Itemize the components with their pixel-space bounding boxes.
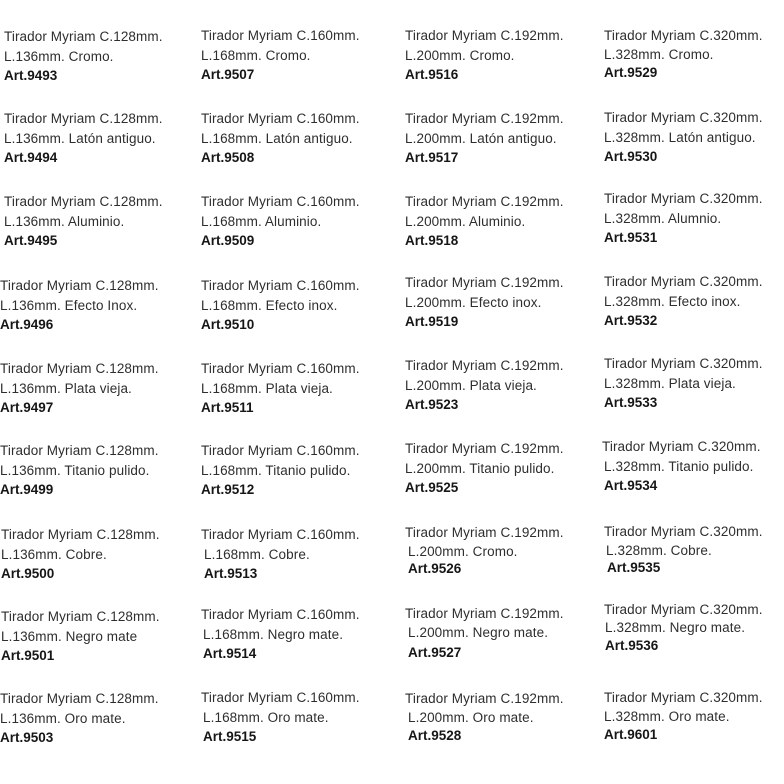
product-spec: L.136mm. Latón antiguo. — [4, 131, 156, 146]
product-article: Art.9500 — [1, 566, 55, 581]
product-article: Art.9519 — [405, 314, 459, 329]
product-title: Tirador Myriam C.320mm. — [604, 602, 763, 617]
product-spec: L.200mm. Aluminio. — [405, 214, 526, 229]
product-entry — [0, 276, 196, 333]
product-title: Tirador Myriam C.320mm. — [604, 524, 763, 539]
product-entry — [604, 354, 784, 411]
product-title: Tirador Myriam C.192mm. — [405, 606, 564, 621]
product-entry — [604, 522, 784, 576]
product-article: Art.9512 — [201, 482, 255, 497]
product-article: Art.9531 — [604, 230, 658, 245]
product-title: Tirador Myriam C.160mm. — [201, 111, 360, 126]
product-article: Art.9509 — [201, 233, 255, 248]
product-entry — [201, 359, 397, 416]
product-entry — [405, 356, 601, 413]
product-entry — [201, 109, 397, 166]
product-entry — [405, 439, 601, 496]
product-title: Tirador Myriam C.320mm. — [602, 439, 761, 454]
product-title: Tirador Myriam C.128mm. — [0, 361, 159, 376]
product-title: Tirador Myriam C.128mm. — [4, 111, 163, 126]
product-entry — [201, 688, 397, 745]
product-article: Art.9530 — [604, 149, 658, 164]
product-entry — [1, 525, 197, 582]
product-entry — [4, 192, 200, 249]
product-title: Tirador Myriam C.192mm. — [405, 111, 564, 126]
product-article: Art.9508 — [201, 150, 255, 165]
product-title: Tirador Myriam C.192mm. — [405, 275, 564, 290]
product-spec: L.168mm. Latón antiguo. — [201, 131, 353, 146]
product-spec: L.200mm. Cromo. — [405, 48, 515, 63]
product-title: Tirador Myriam C.160mm. — [201, 443, 360, 458]
product-entry — [405, 273, 601, 330]
product-article: Art.9523 — [405, 397, 459, 412]
product-title: Tirador Myriam C.160mm. — [201, 278, 360, 293]
product-title: Tirador Myriam C.192mm. — [405, 525, 564, 540]
product-article: Art.9515 — [203, 729, 257, 744]
product-title: Tirador Myriam C.128mm. — [1, 527, 160, 542]
product-entry — [4, 27, 200, 84]
product-article: Art.9496 — [0, 317, 54, 332]
product-article: Art.9534 — [604, 478, 658, 493]
product-spec: L.168mm. Aluminio. — [201, 214, 322, 229]
product-article: Art.9494 — [4, 150, 58, 165]
product-entry — [201, 441, 397, 498]
product-spec: L.328mm. Oro mate. — [604, 709, 730, 724]
product-title: Tirador Myriam C.192mm. — [405, 691, 564, 706]
product-spec: L.328mm. Titanio pulido. — [604, 459, 754, 474]
product-article: Art.9533 — [604, 395, 658, 410]
product-title: Tirador Myriam C.320mm. — [604, 191, 763, 206]
product-spec: L.328mm. Cobre. — [606, 543, 712, 558]
product-title: Tirador Myriam C.320mm. — [604, 690, 763, 705]
product-article: Art.9529 — [604, 65, 658, 80]
product-spec: L.136mm. Titanio pulido. — [0, 463, 150, 478]
product-article: Art.9601 — [604, 727, 658, 742]
product-spec: L.200mm. Plata vieja. — [405, 378, 537, 393]
product-article: Art.9514 — [203, 646, 257, 661]
product-article: Art.9527 — [408, 645, 462, 660]
product-spec: L.136mm. Aluminio. — [4, 214, 125, 229]
product-title: Tirador Myriam C.320mm. — [604, 110, 763, 125]
product-entry — [405, 523, 601, 577]
product-title: Tirador Myriam C.192mm. — [405, 194, 564, 209]
product-entry — [405, 604, 601, 661]
product-spec: L.168mm. Cromo. — [201, 48, 311, 63]
product-article: Art.9493 — [4, 68, 58, 83]
product-entry — [4, 109, 200, 166]
product-spec: L.136mm. Cromo. — [4, 49, 114, 64]
product-spec: L.168mm. Efecto inox. — [201, 298, 338, 313]
product-title: Tirador Myriam C.320mm. — [604, 28, 763, 43]
product-article: Art.9536 — [605, 638, 659, 653]
product-entry — [0, 359, 196, 416]
product-entry — [405, 192, 601, 249]
product-spec: L.168mm. Negro mate. — [203, 627, 344, 642]
product-article: Art.9507 — [201, 67, 255, 82]
product-entry — [201, 26, 397, 83]
product-entry — [405, 109, 601, 166]
product-title: Tirador Myriam C.192mm. — [405, 441, 564, 456]
product-spec: L.328mm. Negro mate. — [605, 620, 746, 635]
product-article: Art.9516 — [405, 67, 459, 82]
product-spec: L.200mm. Cromo. — [408, 544, 518, 559]
product-entry — [1, 607, 197, 664]
product-spec: L.200mm. Negro mate. — [408, 625, 549, 640]
product-article: Art.9526 — [408, 561, 462, 576]
product-spec: L.136mm. Cobre. — [1, 547, 107, 562]
product-spec: L.168mm. Plata vieja. — [201, 381, 333, 396]
product-entry — [604, 26, 784, 81]
product-spec: L.136mm. Plata vieja. — [0, 381, 132, 396]
product-article: Art.9501 — [1, 648, 55, 663]
product-article: Art.9513 — [204, 566, 258, 581]
product-spec: L.168mm. Cobre. — [204, 547, 310, 562]
product-spec: L.136mm. Oro mate. — [0, 711, 126, 726]
product-title: Tirador Myriam C.192mm. — [405, 28, 564, 43]
product-title: Tirador Myriam C.128mm. — [1, 609, 160, 624]
product-article: Art.9495 — [4, 233, 58, 248]
product-title: Tirador Myriam C.320mm. — [604, 356, 763, 371]
product-spec: L.136mm. Efecto Inox. — [0, 298, 138, 313]
product-title: Tirador Myriam C.160mm. — [201, 607, 360, 622]
product-spec: L.200mm. Titanio pulido. — [405, 461, 555, 476]
product-title: Tirador Myriam C.160mm. — [201, 527, 360, 542]
product-title: Tirador Myriam C.160mm. — [201, 690, 360, 705]
product-spec: L.328mm. Efecto inox. — [604, 294, 741, 309]
product-article: Art.9499 — [0, 482, 54, 497]
product-entry — [604, 108, 784, 165]
product-title: Tirador Myriam C.320mm. — [604, 274, 763, 289]
product-entry — [604, 688, 784, 743]
product-spec: L.168mm. Titanio pulido. — [201, 463, 351, 478]
product-title: Tirador Myriam C.192mm. — [405, 358, 564, 373]
product-title: Tirador Myriam C.128mm. — [0, 278, 159, 293]
product-entry — [604, 189, 784, 246]
product-entry — [0, 441, 196, 498]
product-title: Tirador Myriam C.128mm. — [0, 691, 159, 706]
product-article: Art.9532 — [604, 313, 658, 328]
product-spec: L.328mm. Cromo. — [604, 47, 714, 62]
product-spec: L.200mm. Latón antiguo. — [405, 131, 557, 146]
product-entry — [405, 689, 601, 744]
product-spec: L.328mm. Alumnio. — [604, 211, 722, 226]
product-entry — [201, 525, 397, 582]
product-entry — [604, 601, 784, 654]
product-title: Tirador Myriam C.128mm. — [4, 194, 163, 209]
product-article: Art.9518 — [405, 233, 459, 248]
product-article: Art.9517 — [405, 150, 459, 165]
product-spec: L.200mm. Oro mate. — [408, 710, 534, 725]
product-article: Art.9497 — [0, 400, 54, 415]
product-article: Art.9535 — [607, 560, 661, 575]
product-spec: L.136mm. Negro mate — [1, 629, 138, 644]
product-entry — [405, 26, 601, 83]
product-entry — [201, 605, 397, 662]
product-entry — [201, 276, 397, 333]
product-title: Tirador Myriam C.160mm. — [201, 28, 360, 43]
product-spec: L.328mm. Plata vieja. — [604, 376, 736, 391]
product-entry — [602, 437, 784, 494]
product-spec: L.168mm. Oro mate. — [203, 710, 329, 725]
product-title: Tirador Myriam C.128mm. — [0, 443, 159, 458]
product-title: Tirador Myriam C.160mm. — [201, 361, 360, 376]
product-spec: L.200mm. Efecto inox. — [405, 295, 542, 310]
product-spec: L.328mm. Latón antiguo. — [604, 130, 756, 145]
product-title: Tirador Myriam C.160mm. — [201, 194, 360, 209]
product-title: Tirador Myriam C.128mm. — [4, 29, 163, 44]
product-article: Art.9528 — [408, 728, 462, 743]
product-article: Art.9503 — [0, 730, 54, 745]
product-article: Art.9525 — [405, 480, 459, 495]
product-article: Art.9510 — [201, 317, 255, 332]
product-entry — [604, 272, 784, 329]
product-entry — [201, 192, 397, 249]
product-entry — [0, 689, 196, 746]
product-article: Art.9511 — [201, 400, 254, 415]
